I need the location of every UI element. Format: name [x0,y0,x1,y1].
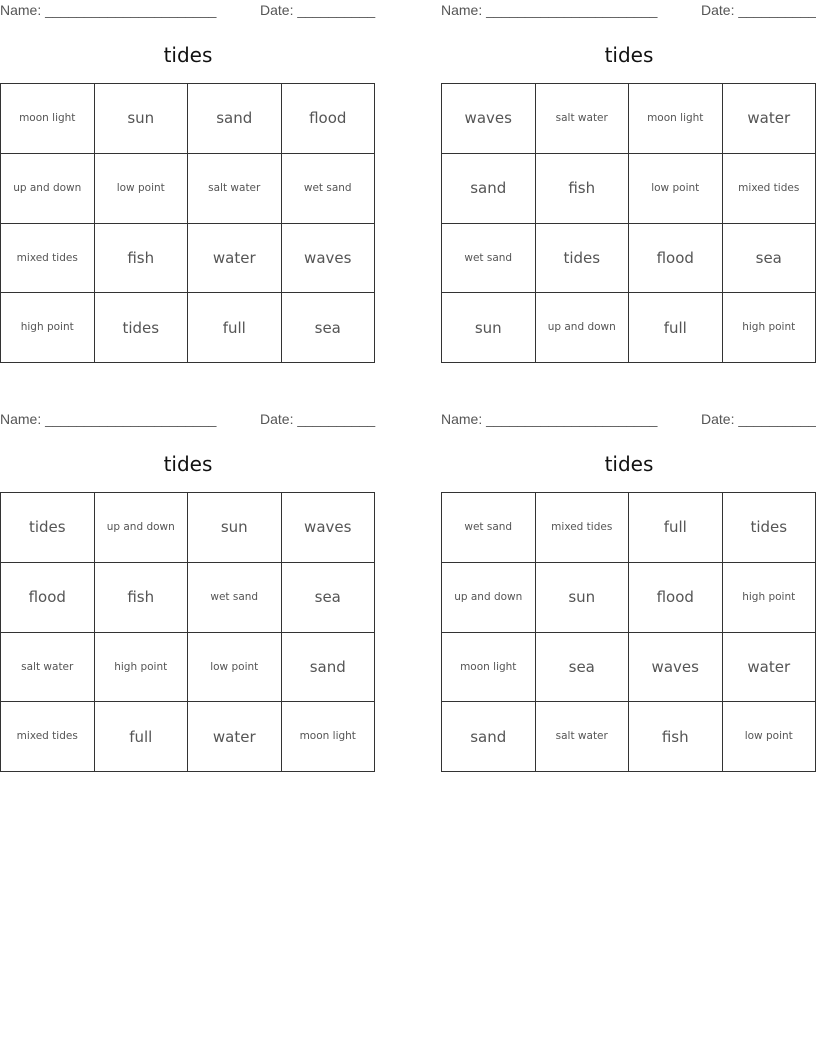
bingo-cell: moon light [442,633,536,703]
bingo-cell: fish [95,563,189,633]
bingo-cell: tides [95,293,189,363]
bingo-cell: water [723,633,816,703]
card-title: tides [163,43,213,67]
bingo-cell: tides [723,493,816,563]
bingo-cell: wet sand [282,154,376,224]
bingo-cell: fish [629,702,723,772]
bingo-cell: full [188,293,282,363]
bingo-cell: sand [188,84,282,154]
bingo-cell: low point [723,702,816,772]
bingo-cell: water [188,702,282,772]
bingo-cell: flood [282,84,376,154]
card-title: tides [604,452,654,476]
bingo-cell: mixed tides [1,224,95,294]
bingo-cell: moon light [282,702,376,772]
bingo-grid [0,492,375,772]
date-field: Date: __________ [260,2,376,18]
name-field: Name: ______________________ [0,2,217,18]
bingo-cell: high point [723,293,816,363]
bingo-cell: waves [442,84,536,154]
bingo-cell: high point [95,633,189,703]
bingo-cell: sun [95,84,189,154]
bingo-cell: salt water [1,633,95,703]
bingo-cell: sand [282,633,376,703]
bingo-cell: up and down [536,293,630,363]
bingo-cell: salt water [188,154,282,224]
bingo-cell: fish [95,224,189,294]
bingo-cell: mixed tides [723,154,816,224]
bingo-cell: full [629,293,723,363]
bingo-cell: mixed tides [536,493,630,563]
bingo-cell: flood [629,563,723,633]
bingo-cell: water [188,224,282,294]
bingo-cell: salt water [536,84,630,154]
bingo-cell: sea [723,224,816,294]
bingo-cell: sun [188,493,282,563]
bingo-cell: low point [95,154,189,224]
bingo-cell: sea [282,293,376,363]
header-row [441,2,816,20]
bingo-cell: full [629,493,723,563]
bingo-cell: sea [536,633,630,703]
bingo-cell: high point [1,293,95,363]
name-field: Name: ______________________ [441,2,658,18]
bingo-card-3 [0,409,376,779]
bingo-cell: waves [282,493,376,563]
bingo-cell: sun [442,293,536,363]
bingo-cell: high point [723,563,816,633]
bingo-cell: low point [188,633,282,703]
bingo-card-1 [0,0,376,370]
bingo-cell: wet sand [442,224,536,294]
bingo-cell: wet sand [188,563,282,633]
bingo-cell: waves [282,224,376,294]
bingo-cell: sand [442,702,536,772]
bingo-cell: flood [1,563,95,633]
bingo-grid [0,83,375,363]
name-field: Name: ______________________ [441,411,658,427]
bingo-cell: waves [629,633,723,703]
bingo-cell: mixed tides [1,702,95,772]
bingo-cell: low point [629,154,723,224]
date-field: Date: __________ [701,411,816,427]
card-title: tides [604,43,654,67]
bingo-cell: wet sand [442,493,536,563]
bingo-cell: sea [282,563,376,633]
bingo-cell: moon light [629,84,723,154]
bingo-cell: sun [536,563,630,633]
bingo-cell: flood [629,224,723,294]
bingo-card-4 [441,409,816,779]
bingo-cell: tides [1,493,95,563]
bingo-cell: up and down [1,154,95,224]
bingo-cell: up and down [442,563,536,633]
header-row [0,2,376,20]
bingo-cell: water [723,84,816,154]
bingo-grid [441,492,816,772]
bingo-cell: salt water [536,702,630,772]
header-row [0,411,376,429]
header-row [441,411,816,429]
date-field: Date: __________ [260,411,376,427]
bingo-cell: tides [536,224,630,294]
bingo-grid [441,83,816,363]
name-field: Name: ______________________ [0,411,217,427]
card-title: tides [163,452,213,476]
bingo-cell: full [95,702,189,772]
bingo-cell: fish [536,154,630,224]
bingo-cell: sand [442,154,536,224]
bingo-cell: moon light [1,84,95,154]
bingo-card-2 [441,0,816,370]
bingo-cell: up and down [95,493,189,563]
date-field: Date: __________ [701,2,816,18]
